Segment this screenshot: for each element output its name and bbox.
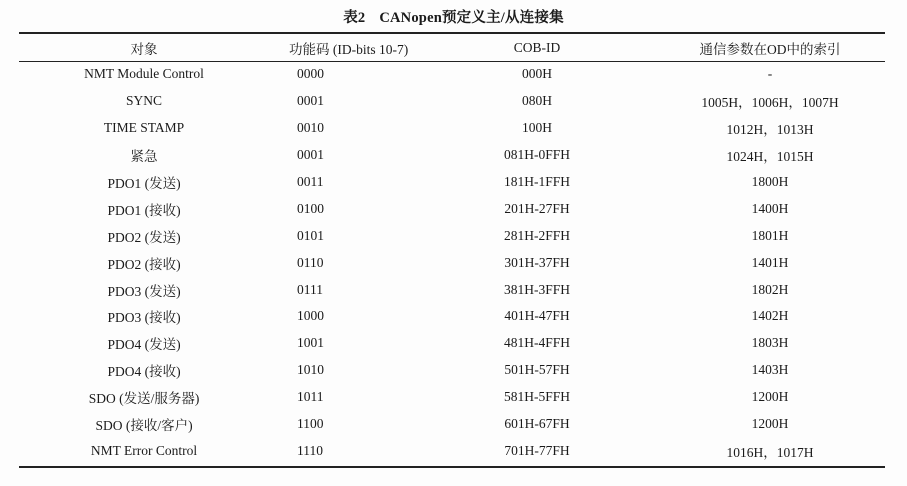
object-cell: PDO1 (接收)	[107, 202, 181, 218]
od-index-cell: 1800H	[751, 174, 789, 189]
od-index-cell: 1401H	[751, 254, 789, 270]
object-cell: NMT Error Control	[90, 442, 198, 458]
table-row	[19, 357, 885, 384]
function-code-cell: 0001	[297, 147, 324, 163]
table-number: 表2	[343, 10, 366, 26]
cob-id-cell: 601H-67FH	[504, 416, 570, 432]
object-cell: PDO2 (接收)	[107, 256, 181, 272]
table-row	[19, 411, 885, 438]
table-row	[19, 88, 885, 115]
cob-id-cell: 100H	[522, 120, 552, 136]
function-code-cell: 1010	[297, 362, 324, 378]
cob-id-cell: 081H-0FFH	[503, 147, 570, 163]
table-caption	[0, 6, 907, 27]
table-bottom-rule	[19, 466, 885, 468]
object-cell: PDO1 (发送)	[107, 176, 181, 191]
object-cell: SDO (发送/服务器)	[88, 391, 200, 407]
function-code-cell: 1011	[297, 389, 324, 405]
table-header-row	[19, 34, 885, 61]
od-index-cell: 1005H，1006H，1007H	[701, 95, 839, 111]
table-row	[19, 437, 885, 464]
table-row	[19, 61, 885, 88]
cob-id-cell: 701H-77FH	[504, 442, 570, 458]
od-index-cell: 1803H	[751, 335, 789, 351]
header-cob-id: COB-ID	[513, 39, 561, 55]
header-function-code: 功能码 (ID-bits 10-7)	[289, 41, 409, 57]
function-code-cell: 0100	[297, 200, 324, 216]
object-cell: TIME STAMP	[103, 120, 185, 136]
table-row	[19, 384, 885, 411]
od-index-cell: 1802H	[751, 281, 789, 297]
function-code-cell: 1110	[297, 442, 323, 458]
table-title: CANopen预定义主/从连接集	[379, 10, 564, 26]
object-cell: SYNC	[125, 93, 162, 109]
cob-id-cell: 501H-57FH	[504, 362, 570, 378]
canopen-connection-table	[19, 34, 885, 464]
table-body	[19, 61, 885, 464]
cob-id-cell: 481H-4FFH	[503, 335, 570, 351]
object-cell: PDO4 (接收)	[107, 364, 181, 380]
function-code-cell: 0110	[297, 254, 324, 270]
object-cell: PDO4 (发送)	[107, 337, 181, 353]
function-code-cell: 0101	[297, 227, 324, 243]
cob-id-cell: 401H-47FH	[504, 308, 570, 324]
object-cell: PDO3 (接收)	[107, 310, 181, 326]
function-code-cell: 1000	[297, 308, 324, 324]
function-code-cell: 1100	[297, 416, 324, 432]
table-row	[19, 276, 885, 303]
object-cell: NMT Module Control	[84, 66, 204, 82]
object-cell: PDO2 (发送)	[107, 229, 181, 245]
od-index-cell: 1200H	[751, 416, 789, 432]
table-row	[19, 195, 885, 222]
object-cell: PDO3 (发送)	[107, 283, 181, 299]
header-od-index: 通信参数在OD中的索引	[699, 41, 841, 57]
od-index-cell: 1200H	[751, 389, 789, 405]
cob-id-cell: 181H-1FFH	[503, 174, 570, 189]
table-row	[19, 303, 885, 330]
od-index-cell: 1403H	[751, 362, 789, 378]
table-row	[19, 330, 885, 357]
table-row	[19, 222, 885, 249]
od-index-cell: 1016H，1017H	[726, 444, 814, 460]
od-index-cell: 1012H，1013H	[726, 122, 814, 138]
function-code-cell: 0000	[297, 66, 324, 82]
function-code-cell: 1001	[297, 335, 324, 351]
od-index-cell: 1801H	[751, 227, 789, 243]
table-row	[19, 115, 885, 142]
object-cell: SDO (接收/客户)	[95, 418, 193, 434]
table-row	[19, 169, 885, 196]
function-code-cell: 0111	[297, 281, 323, 297]
od-index-cell: 1024H，1015H	[726, 149, 814, 165]
object-cell: 紧急	[130, 149, 158, 165]
cob-id-cell: 581H-5FFH	[503, 389, 570, 405]
table-row	[19, 249, 885, 276]
od-index-cell: 1400H	[751, 200, 789, 216]
function-code-cell: 0011	[297, 174, 324, 189]
function-code-cell: 0001	[297, 93, 324, 109]
table-row	[19, 142, 885, 169]
cob-id-cell: 281H-2FFH	[503, 227, 570, 243]
od-index-cell: -	[767, 66, 773, 82]
od-index-cell: 1402H	[751, 308, 789, 324]
cob-id-cell: 080H	[522, 93, 552, 109]
cob-id-cell: 000H	[522, 66, 552, 82]
function-code-cell: 0010	[297, 120, 324, 136]
cob-id-cell: 381H-3FFH	[503, 281, 570, 297]
cob-id-cell: 301H-37FH	[504, 254, 570, 270]
header-object: 对象	[130, 41, 158, 57]
cob-id-cell: 201H-27FH	[504, 200, 570, 216]
